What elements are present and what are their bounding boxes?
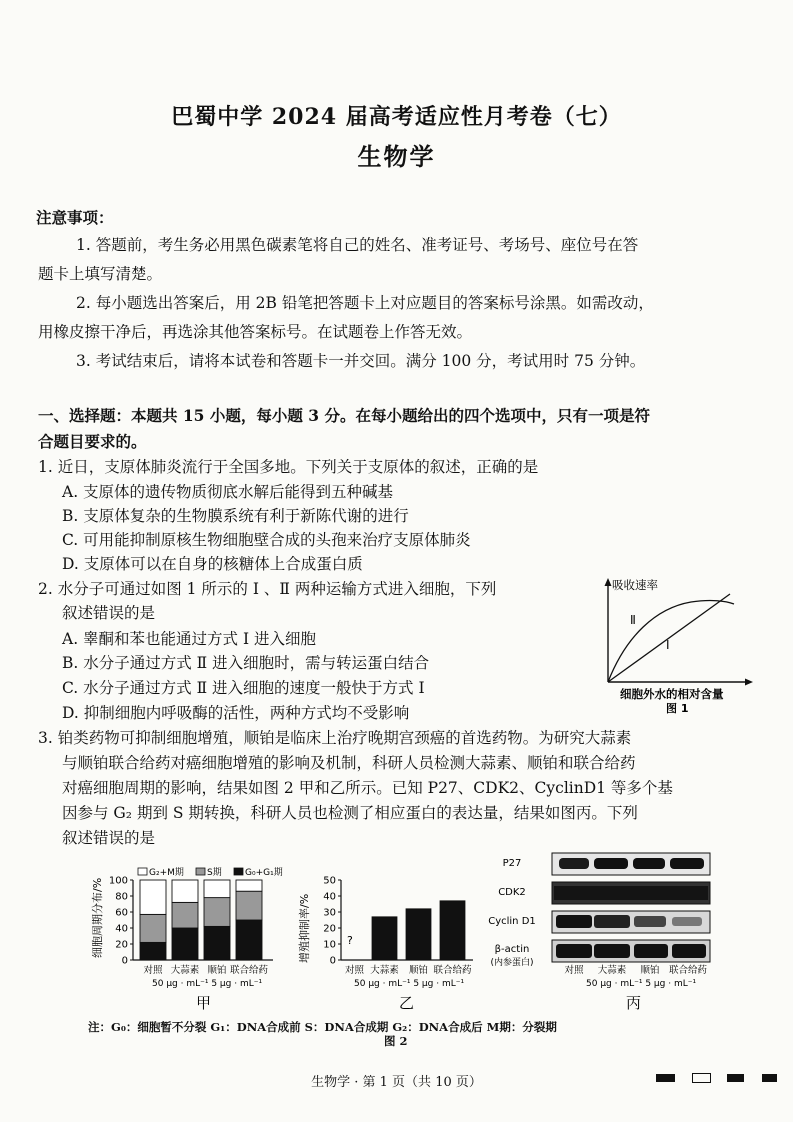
notice-heading: 注意事项： — [36, 208, 114, 227]
bing-dose: 50 μg · mL⁻¹ 5 μg · mL⁻¹ — [586, 979, 697, 989]
yi-ytick-label: 30 — [323, 907, 336, 919]
blot-label-internal: (内参蛋白) — [490, 958, 534, 968]
legend-s: S期 — [207, 868, 222, 878]
question-3-line-3: 对癌细胞周期的影响，结果如图 2 甲和乙所示。已知 P27、CDK2、CyclinD1 等多个基 — [62, 779, 673, 797]
yi-bar — [440, 901, 465, 960]
jia-ytick-label: 100 — [108, 875, 128, 887]
legend-g2m: G₂+M期 — [149, 868, 184, 878]
jia-bar-segment — [236, 880, 262, 891]
fig1-caption: 图 1 — [666, 702, 689, 715]
question-3-line-2: 与顺铂联合给药对癌细胞增殖的影响及机制，科研人员检测大蒜素、顺铂和联合给药 — [62, 754, 636, 772]
jia-ytick-label: 40 — [115, 923, 128, 935]
blot-band-cyclind1-3 — [634, 916, 666, 927]
notice-item-1-line-1: 1. 答题前，考生务必用黑色碳素笔将自己的姓名、准考证号、考场号、座位号在答 — [76, 236, 639, 254]
jia-ytick-label: 0 — [121, 955, 128, 967]
footer-mark-1 — [656, 1074, 675, 1082]
jia-category-label: 联合给药 — [229, 965, 269, 976]
blot-band-cyclind1-1 — [556, 915, 592, 928]
question-2-option-b: B. 水分子通过方式 Ⅱ 进入细胞时，需与转运蛋白结合 — [62, 654, 430, 672]
blot-band-p27-4 — [670, 858, 704, 869]
subject-title: 生物学 — [357, 142, 436, 171]
blot-band-p27-1 — [559, 858, 589, 869]
jia-ytick-label: 60 — [115, 907, 128, 919]
jia-dose: 50 μg · mL⁻¹ 5 μg · mL⁻¹ — [152, 979, 263, 989]
notice-item-2-line-2: 用橡皮擦干净后，再选涂其他答案标号。在试题卷上作答无效。 — [38, 323, 473, 341]
yi-ytick-label: 0 — [329, 955, 336, 967]
notice-item-1-line-2: 题卡上填写清楚。 — [38, 265, 163, 283]
legend-swatch-g0g1 — [234, 868, 243, 875]
jia-bar-segment — [172, 928, 198, 960]
blot-label-beta-actin: β-actin — [494, 944, 530, 955]
figure-2-note: 注：G₀：细胞暂不分裂 G₁：DNA合成前 S：DNA合成期 G₂：DNA合成后 M期：分裂期 — [88, 1020, 557, 1034]
yi-ytick-label: 50 — [323, 875, 336, 887]
fig1-y-arrow — [605, 578, 612, 586]
fig1-label-i: Ⅰ — [666, 638, 670, 652]
jia-category-label: 大蒜素 — [170, 965, 200, 976]
exam-title: 巴蜀中学 2024 届高考适应性月考卷（七） — [171, 104, 622, 130]
footer-mark-2 — [692, 1073, 711, 1083]
jia-bar-segment — [204, 898, 230, 927]
jia-bar-segment — [236, 891, 262, 920]
blot-band-p27-3 — [633, 858, 665, 869]
bing-category-label: 联合给药 — [668, 965, 708, 976]
page-footer: 生物学 · 第 1 页（共 10 页） — [311, 1075, 482, 1090]
yi-category-label: 大蒜素 — [370, 965, 399, 976]
yi-category-label: 顺铂 — [408, 965, 429, 976]
jia-ylabel: 细胞周期分布/% — [91, 877, 104, 958]
yi-category-label: 联合给药 — [433, 965, 472, 976]
question-3-line-4: 因参与 G₂ 期到 S 期转换，科研人员也检测了相应蛋白的表达量，结果如图丙。下列 — [62, 804, 638, 822]
panel-bing — [488, 853, 710, 1012]
yi-bar — [406, 909, 431, 960]
jia-bar-segment — [172, 902, 198, 928]
jia-bar-segment — [204, 926, 230, 960]
notice-item-3: 3. 考试结束后，请将本试卷和答题卡一并交回。满分 100 分，考试用时 75 分钟。 — [76, 352, 646, 370]
blot-band-cyclind1-4 — [672, 917, 702, 926]
blot-band-cdk2 — [554, 886, 708, 900]
fig1-xlabel: 细胞外水的相对含量 — [620, 687, 724, 701]
yi-ylabel: 增殖抑制率/% — [298, 893, 311, 963]
question-1-option-b: B. 支原体复杂的生物膜系统有利于新陈代谢的进行 — [62, 507, 409, 525]
question-1-option-c: C. 可用能抑制原核生物细胞壁合成的头孢来治疗支原体肺炎 — [62, 531, 471, 549]
jia-bar-segment — [140, 914, 166, 942]
figure-2-caption: 图 2 — [384, 1034, 408, 1048]
notice-item-2-line-1: 2. 每小题选出答案后，用 2B 铅笔把答题卡上对应题目的答案标号涂黑。如需改动， — [76, 294, 654, 312]
yi-ytick-label: 10 — [323, 939, 336, 951]
jia-ytick-label: 80 — [115, 891, 128, 903]
yi-category-label: 对照 — [344, 965, 365, 976]
blot-band-p27-2 — [594, 858, 628, 869]
blot-band-actin-1 — [556, 944, 592, 958]
question-3-line-5: 叙述错误的是 — [62, 829, 156, 847]
legend-swatch-g2m — [138, 868, 147, 875]
jia-bar-segment — [140, 880, 166, 914]
fig1-curve-ii — [608, 601, 734, 682]
bing-category-label: 大蒜素 — [597, 965, 627, 976]
footer-mark-4 — [762, 1074, 777, 1082]
jia-bar-segment — [236, 920, 262, 960]
question-2-option-a: A. 睾酮和苯也能通过方式 Ⅰ 进入细胞 — [62, 630, 317, 648]
blot-label-cyclind1: Cyclin D1 — [488, 916, 536, 927]
fig1-label-ii: Ⅱ — [630, 613, 636, 627]
jia-category-label: 顺铂 — [207, 965, 227, 976]
bing-category-label: 顺铂 — [640, 965, 660, 976]
yi-bar — [372, 917, 397, 960]
yi-dose: 50 μg · mL⁻¹ 5 μg · mL⁻¹ — [354, 979, 465, 989]
jia-bar-segment — [204, 880, 230, 898]
jia-bar-segment — [140, 942, 166, 960]
bing-category-label: 对照 — [564, 965, 584, 976]
yi-ytick-label: 20 — [323, 923, 336, 935]
question-2-option-d: D. 抑制细胞内呼吸酶的活性，两种方式均不受影响 — [62, 704, 410, 722]
jia-ytick-label: 20 — [115, 939, 128, 951]
jia-category-label: 对照 — [143, 965, 163, 976]
question-1-option-a: A. 支原体的遗传物质彻底水解后能得到五种碱基 — [62, 483, 394, 501]
section-1-heading-line-1: 一、选择题：本题共 15 小题，每小题 3 分。在每小题给出的四个选项中，只有一项是符 — [38, 406, 650, 425]
legend-swatch-s — [196, 868, 205, 875]
fig1-x-arrow — [745, 679, 753, 686]
jia-panel-label: 甲 — [196, 994, 212, 1012]
question-1-stem: 1. 近日，支原体肺炎流行于全国多地。下列关于支原体的叙述，正确的是 — [38, 458, 539, 476]
yi-ytick-label: 40 — [323, 891, 336, 903]
jia-bar-segment — [172, 880, 198, 902]
question-2-stem-line-1: 2. 水分子可通过如图 1 所示的 Ⅰ 、Ⅱ 两种运输方式进入细胞，下列 — [38, 580, 497, 598]
question-2-option-c: C. 水分子通过方式 Ⅱ 进入细胞的速度一般快于方式 Ⅰ — [62, 679, 425, 697]
yi-unknown-mark: ? — [347, 934, 353, 947]
blot-band-cyclind1-2 — [594, 915, 630, 928]
legend-g0g1: G₀+G₁期 — [245, 868, 283, 878]
question-1-option-d: D. 支原体可以在自身的核糖体上合成蛋白质 — [62, 555, 363, 573]
panel-jia — [90, 866, 283, 1012]
panel-yi — [297, 876, 473, 1013]
blot-label-p27: P27 — [502, 858, 522, 869]
fig1-ylabel: 吸收速率 — [612, 578, 658, 592]
figure-1 — [596, 574, 766, 724]
blot-label-cdk2: CDK2 — [498, 887, 526, 898]
blot-band-actin-2 — [594, 944, 630, 958]
question-3-line-1: 3. 铂类药物可抑制细胞增殖，顺铂是临床上治疗晚期宫颈癌的首选药物。为研究大蒜素 — [38, 729, 632, 747]
yi-panel-label: 乙 — [399, 994, 415, 1012]
bing-panel-label: 丙 — [626, 994, 642, 1012]
question-2-stem-line-2: 叙述错误的是 — [62, 604, 156, 622]
footer-mark-3 — [727, 1074, 744, 1082]
figure-2 — [88, 848, 728, 1048]
section-1-heading-line-2: 合题目要求的。 — [38, 432, 147, 451]
blot-band-actin-3 — [634, 944, 668, 958]
blot-band-actin-4 — [672, 944, 706, 958]
